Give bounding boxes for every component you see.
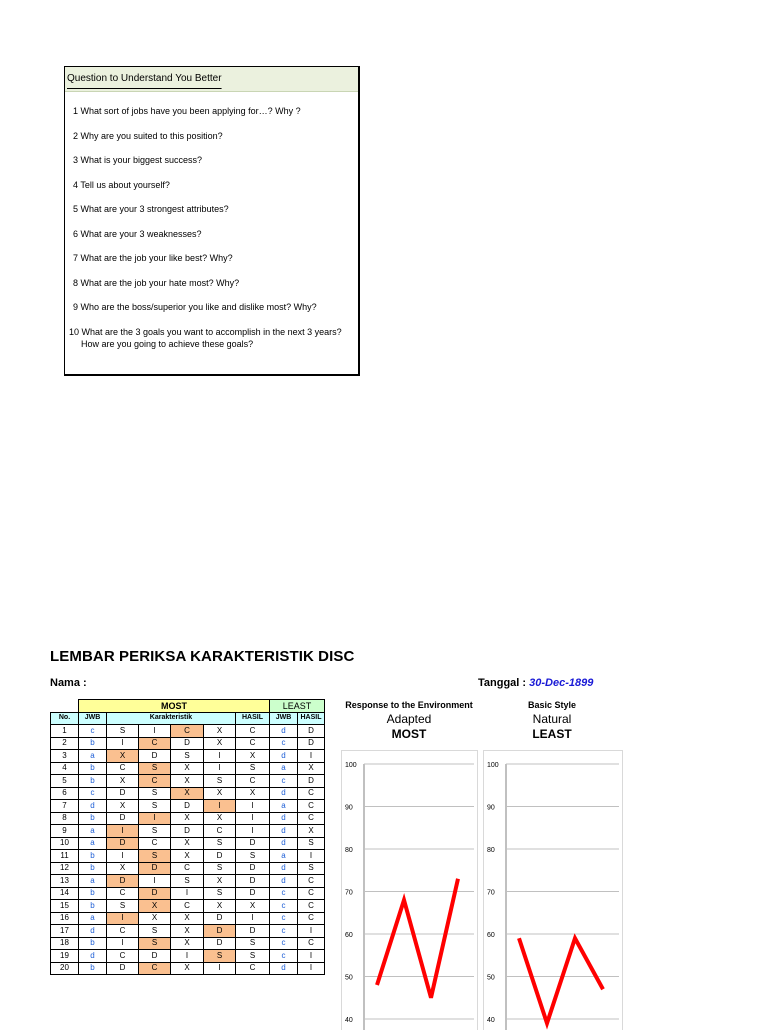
karakteristik-cell: I — [107, 912, 139, 925]
most-answer-cell: b — [79, 862, 107, 875]
karakteristik-cell: X — [171, 762, 204, 775]
karakteristik-cell: S — [204, 887, 236, 900]
most-result-cell: S — [236, 762, 270, 775]
most-result-cell: S — [236, 937, 270, 950]
least-answer-cell: d — [270, 837, 298, 850]
least-result-cell: S — [298, 862, 325, 875]
karakteristik-cell: X — [204, 725, 236, 738]
least-result-cell: S — [298, 837, 325, 850]
karakteristik-cell: X — [171, 962, 204, 975]
karakteristik-cell: I — [107, 825, 139, 838]
y-tick-label: 50 — [487, 975, 495, 982]
questions-header: Question to Understand You Better — [65, 67, 358, 92]
row-number-cell: 5 — [51, 775, 79, 788]
karakteristik-cell: S — [204, 950, 236, 963]
least-answer-cell: d — [270, 725, 298, 738]
table-row — [51, 950, 325, 963]
form-title: LEMBAR PERIKSA KARAKTERISTIK DISC — [50, 648, 354, 665]
question-item: 6 What are your 3 weaknesses? — [73, 229, 202, 239]
karakteristik-cell: C — [204, 825, 236, 838]
least-answer-cell: a — [270, 800, 298, 813]
table-row — [51, 875, 325, 888]
karakteristik-cell: D — [139, 950, 171, 963]
col-no-header: No. — [51, 712, 79, 725]
most-result-cell: D — [236, 862, 270, 875]
most-answer-cell: d — [79, 800, 107, 813]
most-answer-cell: a — [79, 875, 107, 888]
table-row — [51, 862, 325, 875]
karakteristik-cell: D — [107, 962, 139, 975]
karakteristik-cell: I — [171, 887, 204, 900]
karakteristik-cell: D — [107, 812, 139, 825]
chart-most-heading-title: Response to the Environment — [336, 700, 482, 710]
most-answer-cell: b — [79, 900, 107, 913]
least-result-cell: C — [298, 937, 325, 950]
karakteristik-cell: X — [171, 787, 204, 800]
karakteristik-cell: D — [171, 737, 204, 750]
most-answer-cell: b — [79, 775, 107, 788]
karakteristik-cell: C — [139, 737, 171, 750]
most-answer-cell: b — [79, 937, 107, 950]
karakteristik-cell: C — [107, 925, 139, 938]
least-answer-cell: c — [270, 937, 298, 950]
karakteristik-cell: X — [171, 937, 204, 950]
karakteristik-cell: C — [171, 725, 204, 738]
most-answer-cell: a — [79, 837, 107, 850]
disc-table — [50, 699, 325, 975]
karakteristik-cell: X — [107, 750, 139, 763]
chart-most-heading — [336, 700, 482, 741]
col-hasil-header: HASIL — [236, 712, 270, 725]
karakteristik-cell: D — [139, 887, 171, 900]
most-result-cell: C — [236, 737, 270, 750]
most-result-cell: I — [236, 825, 270, 838]
y-tick-label: 60 — [345, 932, 353, 939]
karakteristik-cell: S — [204, 862, 236, 875]
least-result-cell: C — [298, 900, 325, 913]
karakteristik-cell: I — [107, 737, 139, 750]
karakteristik-cell: D — [171, 800, 204, 813]
karakteristik-cell: X — [171, 912, 204, 925]
row-number-cell: 19 — [51, 950, 79, 963]
least-result-cell: I — [298, 950, 325, 963]
karakteristik-cell: I — [139, 725, 171, 738]
most-answer-cell: b — [79, 887, 107, 900]
karakteristik-cell: S — [204, 775, 236, 788]
row-number-cell: 12 — [51, 862, 79, 875]
tanggal-field — [478, 677, 593, 689]
karakteristik-cell: X — [139, 900, 171, 913]
most-answer-cell: b — [79, 737, 107, 750]
karakteristik-cell: I — [204, 762, 236, 775]
least-answer-cell: d — [270, 750, 298, 763]
row-number-cell: 14 — [51, 887, 79, 900]
karakteristik-cell: X — [204, 812, 236, 825]
karakteristik-cell: D — [204, 937, 236, 950]
most-answer-cell: b — [79, 962, 107, 975]
question-item: 2 Why are you suited to this position? — [73, 131, 223, 141]
karakteristik-cell: X — [171, 925, 204, 938]
table-row — [51, 825, 325, 838]
most-result-cell: I — [236, 800, 270, 813]
least-answer-cell: c — [270, 737, 298, 750]
question-item: 8 What are the job your hate most? Why? — [73, 278, 239, 288]
karakteristik-cell: S — [204, 837, 236, 850]
karakteristik-cell: D — [204, 912, 236, 925]
row-number-cell: 2 — [51, 737, 79, 750]
chart-least-plot — [483, 750, 623, 1030]
most-answer-cell: b — [79, 850, 107, 863]
karakteristik-cell: X — [171, 850, 204, 863]
question-item: 5 What are your 3 strongest attributes? — [73, 204, 229, 214]
least-answer-cell: c — [270, 925, 298, 938]
karakteristik-cell: S — [139, 825, 171, 838]
row-number-cell: 1 — [51, 725, 79, 738]
most-answer-cell: a — [79, 912, 107, 925]
blank-cell — [51, 700, 79, 713]
karakteristik-cell: D — [139, 750, 171, 763]
table-row — [51, 725, 325, 738]
karakteristik-cell: X — [204, 737, 236, 750]
tanggal-label: Tanggal : — [478, 677, 526, 689]
most-result-cell: D — [236, 925, 270, 938]
table-row — [51, 937, 325, 950]
karakteristik-cell: C — [107, 762, 139, 775]
chart-least-heading-title: Basic Style — [486, 700, 618, 710]
least-result-cell: I — [298, 925, 325, 938]
karakteristik-cell: S — [139, 850, 171, 863]
karakteristik-cell: X — [107, 800, 139, 813]
most-result-cell: X — [236, 900, 270, 913]
karakteristik-cell: S — [139, 762, 171, 775]
least-answer-cell: c — [270, 912, 298, 925]
table-row — [51, 850, 325, 863]
karakteristik-cell: S — [139, 925, 171, 938]
karakteristik-cell: I — [139, 875, 171, 888]
karakteristik-cell: C — [107, 950, 139, 963]
karakteristik-cell: C — [107, 887, 139, 900]
least-result-cell: D — [298, 775, 325, 788]
table-row — [51, 837, 325, 850]
table-row — [51, 900, 325, 913]
least-result-cell: X — [298, 825, 325, 838]
karakteristik-cell: D — [204, 925, 236, 938]
most-result-cell: S — [236, 950, 270, 963]
karakteristik-cell: I — [139, 812, 171, 825]
most-answer-cell: b — [79, 762, 107, 775]
chart-most-label: MOST — [336, 727, 482, 741]
karakteristik-cell: C — [139, 837, 171, 850]
question-item: 7 What are the job your like best? Why? — [73, 253, 233, 263]
least-answer-cell: d — [270, 862, 298, 875]
least-result-cell: D — [298, 725, 325, 738]
question-item: 1 What sort of jobs have you been applying for…? Why ? — [73, 106, 301, 116]
most-result-cell: I — [236, 812, 270, 825]
karakteristik-cell: X — [171, 812, 204, 825]
most-result-cell: I — [236, 912, 270, 925]
question-item: 3 What is your biggest success? — [73, 155, 202, 165]
question-item: 4 Tell us about yourself? — [73, 180, 170, 190]
karakteristik-cell: D — [107, 837, 139, 850]
y-tick-label: 40 — [345, 1017, 353, 1024]
chart-least-label: LEAST — [486, 727, 618, 741]
least-answer-cell: d — [270, 787, 298, 800]
karakteristik-cell: X — [204, 875, 236, 888]
col-least-jwb-header: JWB — [270, 712, 298, 725]
karakteristik-cell: D — [171, 825, 204, 838]
karakteristik-cell: I — [204, 962, 236, 975]
karakteristik-cell: C — [139, 962, 171, 975]
karakteristik-cell: D — [107, 787, 139, 800]
row-number-cell: 16 — [51, 912, 79, 925]
karakteristik-cell: S — [171, 750, 204, 763]
chart-least-heading — [486, 700, 618, 741]
col-jwb-header: JWB — [79, 712, 107, 725]
row-number-cell: 7 — [51, 800, 79, 813]
most-answer-cell: a — [79, 750, 107, 763]
least-answer-cell: c — [270, 887, 298, 900]
row-number-cell: 20 — [51, 962, 79, 975]
karakteristik-cell: X — [139, 912, 171, 925]
karakteristik-cell: S — [171, 875, 204, 888]
least-result-cell: C — [298, 887, 325, 900]
row-number-cell: 10 — [51, 837, 79, 850]
karakteristik-cell: D — [139, 862, 171, 875]
most-header: MOST — [79, 700, 270, 713]
table-row — [51, 887, 325, 900]
table-row — [51, 800, 325, 813]
tanggal-value: 30-Dec-1899 — [529, 677, 593, 689]
karakteristik-cell: D — [107, 875, 139, 888]
karakteristik-cell: I — [107, 937, 139, 950]
row-number-cell: 6 — [51, 787, 79, 800]
least-result-cell: D — [298, 737, 325, 750]
most-answer-cell: d — [79, 925, 107, 938]
karakteristik-cell: S — [139, 800, 171, 813]
row-number-cell: 3 — [51, 750, 79, 763]
y-tick-label: 100 — [487, 762, 499, 769]
least-result-cell: C — [298, 875, 325, 888]
karakteristik-cell: X — [107, 775, 139, 788]
most-result-cell: X — [236, 750, 270, 763]
question-item: 10 What are the 3 goals you want to accomplish in the next 3 years? — [69, 327, 342, 337]
least-header: LEAST — [270, 700, 325, 713]
row-number-cell: 9 — [51, 825, 79, 838]
most-result-cell: C — [236, 962, 270, 975]
karakteristik-cell: I — [107, 850, 139, 863]
table-row — [51, 962, 325, 975]
most-result-cell: C — [236, 725, 270, 738]
table-row — [51, 787, 325, 800]
most-result-cell: C — [236, 775, 270, 788]
least-answer-cell: c — [270, 950, 298, 963]
y-tick-label: 70 — [345, 890, 353, 897]
karakteristik-cell: I — [204, 750, 236, 763]
karakteristik-cell: D — [204, 850, 236, 863]
chart-least-subtitle: Natural — [486, 712, 618, 726]
least-answer-cell: d — [270, 962, 298, 975]
karakteristik-cell: X — [171, 775, 204, 788]
row-number-cell: 17 — [51, 925, 79, 938]
least-answer-cell: c — [270, 900, 298, 913]
chart-most-subtitle: Adapted — [336, 712, 482, 726]
question-item-continuation: How are you going to achieve these goals? — [81, 339, 253, 349]
row-number-cell: 4 — [51, 762, 79, 775]
most-result-cell: X — [236, 787, 270, 800]
y-tick-label: 80 — [345, 847, 353, 854]
nama-label: Nama : — [50, 677, 87, 689]
karakteristik-cell: C — [171, 862, 204, 875]
most-answer-cell: a — [79, 825, 107, 838]
least-result-cell: C — [298, 787, 325, 800]
least-result-cell: C — [298, 912, 325, 925]
most-result-cell: D — [236, 875, 270, 888]
most-answer-cell: c — [79, 787, 107, 800]
row-number-cell: 8 — [51, 812, 79, 825]
y-tick-label: 70 — [487, 890, 495, 897]
row-number-cell: 15 — [51, 900, 79, 913]
disc-table-body — [51, 725, 325, 975]
row-number-cell: 11 — [51, 850, 79, 863]
most-answer-cell: d — [79, 950, 107, 963]
karakteristik-cell: X — [204, 787, 236, 800]
least-result-cell: C — [298, 812, 325, 825]
least-result-cell: I — [298, 962, 325, 975]
least-answer-cell: d — [270, 825, 298, 838]
least-answer-cell: c — [270, 775, 298, 788]
chart-most-plot — [341, 750, 478, 1030]
table-row — [51, 925, 325, 938]
least-answer-cell: d — [270, 875, 298, 888]
table-row — [51, 762, 325, 775]
karakteristik-cell: I — [204, 800, 236, 813]
row-number-cell: 13 — [51, 875, 79, 888]
y-tick-label: 80 — [487, 847, 495, 854]
most-result-cell: S — [236, 850, 270, 863]
least-result-cell: I — [298, 750, 325, 763]
karakteristik-cell: X — [204, 900, 236, 913]
karakteristik-cell: S — [107, 725, 139, 738]
col-least-hasil-header: HASIL — [298, 712, 325, 725]
most-result-cell: D — [236, 887, 270, 900]
y-tick-label: 50 — [345, 975, 353, 982]
most-answer-cell: b — [79, 812, 107, 825]
karakteristik-cell: X — [107, 862, 139, 875]
least-answer-cell: d — [270, 812, 298, 825]
most-result-cell: D — [236, 837, 270, 850]
row-number-cell: 18 — [51, 937, 79, 950]
least-answer-cell: a — [270, 762, 298, 775]
questions-box — [64, 66, 360, 376]
y-tick-label: 40 — [487, 1017, 495, 1024]
karakteristik-cell: S — [139, 787, 171, 800]
question-item: 9 Who are the boss/superior you like and dislike most? Why? — [73, 302, 317, 312]
y-tick-label: 90 — [487, 805, 495, 812]
karakteristik-cell: X — [171, 837, 204, 850]
karakteristik-cell: I — [171, 950, 204, 963]
least-result-cell: C — [298, 800, 325, 813]
karakteristik-cell: S — [139, 937, 171, 950]
table-row — [51, 737, 325, 750]
karakteristik-cell: S — [107, 900, 139, 913]
karakteristik-cell: C — [139, 775, 171, 788]
table-row — [51, 912, 325, 925]
least-result-cell: I — [298, 850, 325, 863]
karakteristik-cell: C — [171, 900, 204, 913]
y-tick-label: 100 — [345, 762, 357, 769]
table-row — [51, 812, 325, 825]
table-row — [51, 750, 325, 763]
y-tick-label: 90 — [345, 805, 353, 812]
least-answer-cell: a — [270, 850, 298, 863]
least-result-cell: X — [298, 762, 325, 775]
table-row — [51, 775, 325, 788]
y-tick-label: 60 — [487, 932, 495, 939]
most-answer-cell: c — [79, 725, 107, 738]
col-karakteristik-header: Karakteristik — [107, 712, 236, 725]
